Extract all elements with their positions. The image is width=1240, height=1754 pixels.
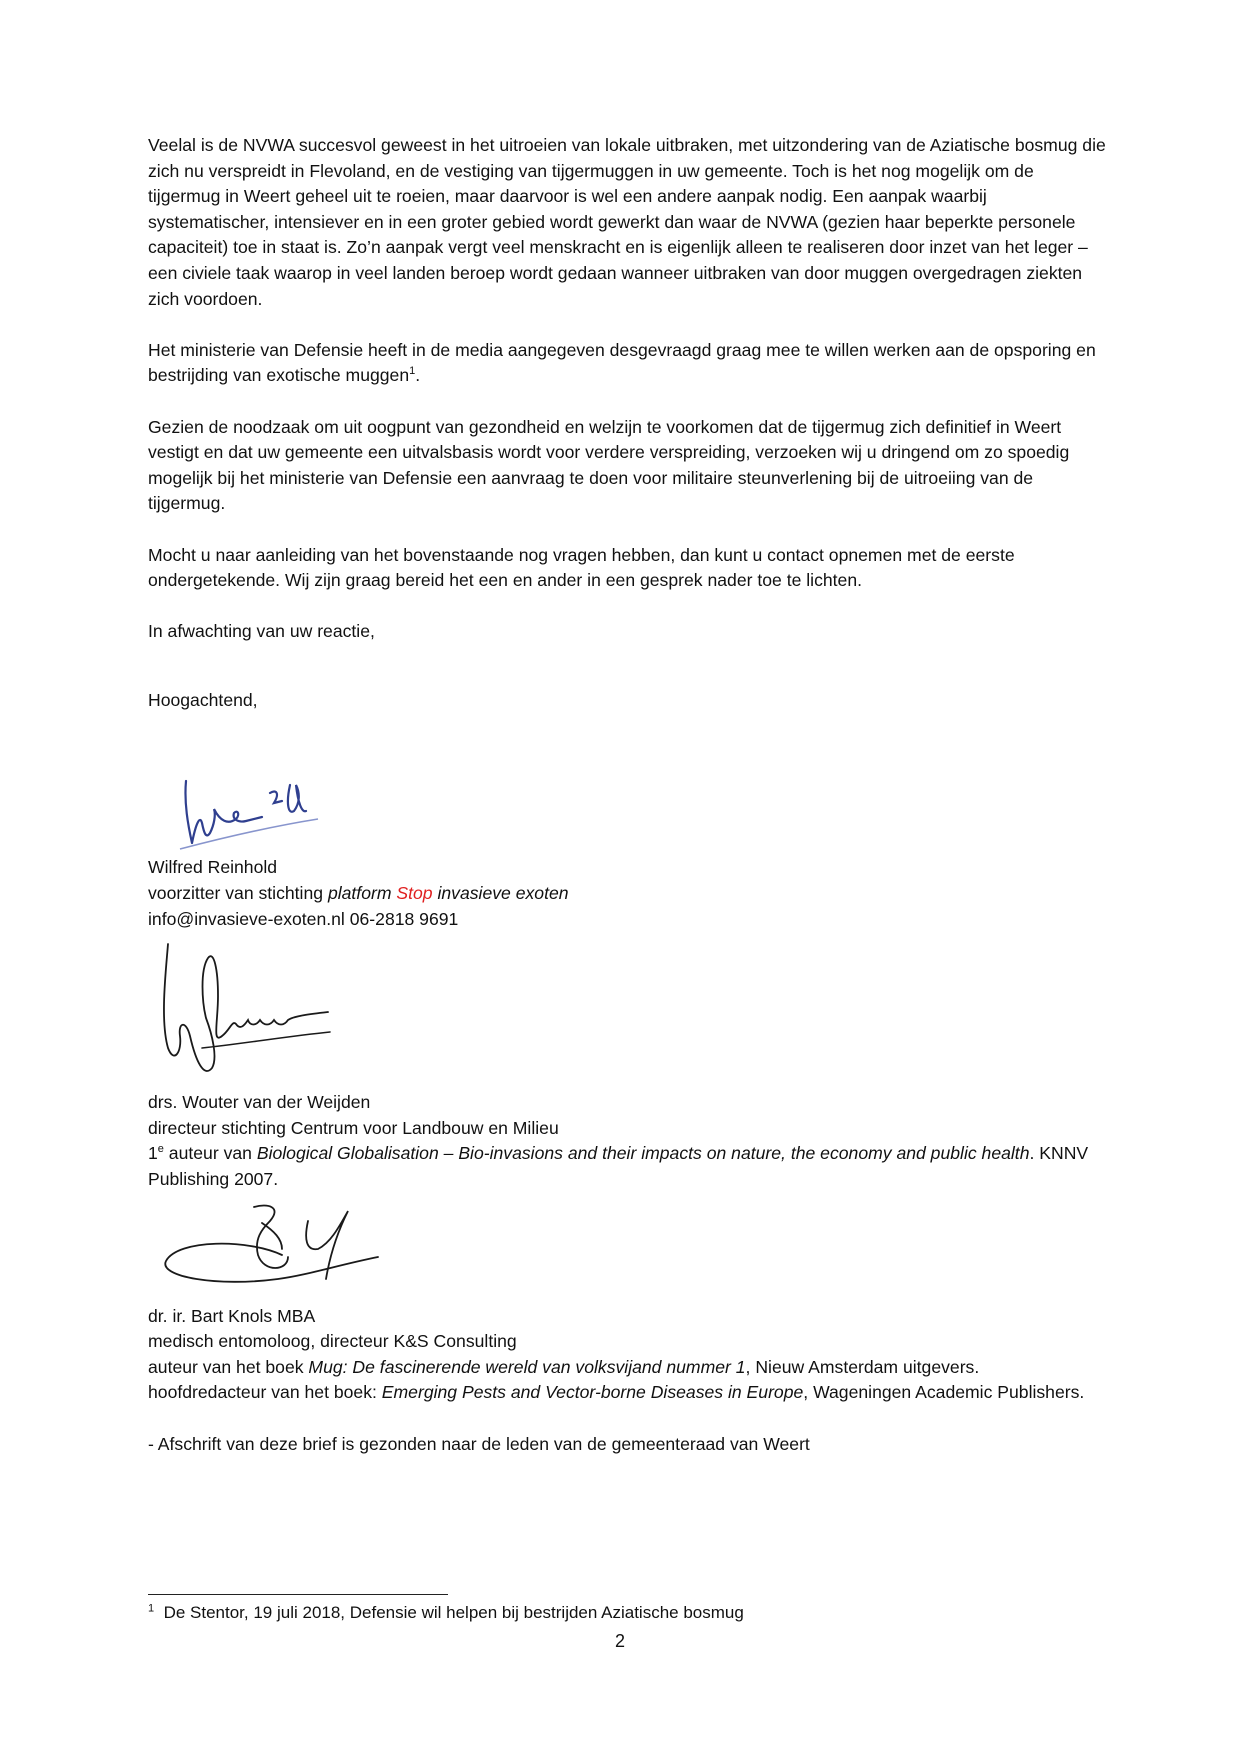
- book2-suffix: , Wageningen Academic Publishers.: [803, 1382, 1085, 1403]
- signature-knols: [158, 1199, 398, 1304]
- signatory-1-contact: info@invasieve-exoten.nl 06-2818 9691: [148, 908, 459, 929]
- paragraph-defensie-text: Het ministerie van Defensie heeft in de media aangegeven desgevraagd graag mee te willen werken aan de opsporing en bestrijding van exotische muggen: [148, 339, 1096, 386]
- footnote-ref: 1: [409, 365, 416, 378]
- book2-prefix: hoofdredacteur van het boek:: [148, 1382, 382, 1403]
- signatory-2-role: directeur stichting Centrum voor Landbouw en Milieu: [148, 1117, 559, 1138]
- paragraph-request: Gezien de noodzaak om uit oogpunt van gezondheid en welzijn te voorkomen dat de tijgermug zich definitief in Weert vestigt en dat uw gemeente een uitvalsbasis wordt voor verdere verspreiding, verzoeken wij u dringend om zo spoedig mogelijk bij het ministerie van Defensie een aanvraag te doen voor militaire steunverlening bij de uitroeiing van de tijgermug.: [148, 416, 1070, 514]
- book1-suffix: , Nieuw Amsterdam uitgevers.: [745, 1356, 980, 1377]
- author-ordinal-suffix: e: [157, 1143, 164, 1156]
- platform-rest: invasieve exoten: [432, 883, 569, 904]
- footnote-number: 1: [148, 1602, 155, 1615]
- page-number: 2: [614, 1631, 625, 1651]
- signature-van-der-weijden: [160, 940, 370, 1090]
- book-title-biological-globalisation: Biological Globalisation – Bio-invasions and their impacts on nature, the economy and public health: [256, 1143, 1030, 1164]
- footnote: [148, 1603, 744, 1623]
- paragraph-defensie: [148, 338, 1108, 389]
- signatory-3-book1: [148, 1355, 1108, 1381]
- paragraph-defensie-end: .: [415, 365, 421, 386]
- stop-word: Stop: [396, 883, 433, 904]
- book-title-mug: Mug: De fascinerende wereld van volksvijand nummer 1: [308, 1356, 746, 1377]
- signatory-3-name: dr. ir. Bart Knols MBA: [148, 1305, 316, 1326]
- platform-word: platform: [327, 883, 397, 904]
- signatory-1-name: Wilfred Reinhold: [148, 857, 278, 878]
- signatory-3-book2: [148, 1380, 1108, 1406]
- paragraph-nvwa: Veelal is de NVWA succesvol geweest in het uitroeien van lokale uitbraken, met uitzondering van de Aziatische bosmug die zich nu verspreidt in Flevoland, en de vestiging van tijgermuggen in uw gemeente. Toch is het nog mogelijk om de tijgermug in Weert geheel uit te roeien, maar daarvoor is wel een andere aanpak nodig. Een aanpak waarbij systematischer, intensiever en in een groter gebied wordt gewerkt dan waar de NVWA (gezien haar beperkte personele capaciteit) toe in staat is. Zo’n aanpak vergt veel menskracht en is eigenlijk alleen te realiseren door inzet van het leger – een civiele taak waarop in veel landen beroep wordt gedaan wanneer uitbraken van door muggen overgedragen ziekten zich voordoen.: [148, 135, 1106, 309]
- signatory-1-role: [148, 881, 1108, 907]
- book-title-emerging-pests: Emerging Pests and Vector-borne Diseases in Europe: [381, 1382, 804, 1403]
- signatory-2-author: [148, 1141, 1108, 1192]
- signature-reinhold: [158, 763, 328, 855]
- footnote-divider: [148, 1594, 448, 1595]
- signatory-3-role: medisch entomoloog, directeur K&S Consulting: [148, 1331, 517, 1352]
- author-prefix: auteur van: [163, 1143, 257, 1164]
- book1-prefix: auteur van het boek: [148, 1356, 309, 1377]
- paragraph-contact: Mocht u naar aanleiding van het bovenstaande nog vragen hebben, dan kunt u contact opnemen met de eerste ondergetekende. Wij zijn graag bereid het een en ander in een gesprek nader toe te lichten.: [148, 544, 1015, 591]
- author-ordinal-number: 1: [148, 1143, 158, 1164]
- signatory-1-platform: [328, 883, 569, 903]
- closing-greeting: Hoogachtend,: [148, 689, 258, 710]
- book-publisher: . KNNV Publishing 2007.: [148, 1143, 1089, 1190]
- paragraph-awaiting: In afwachting van uw reactie,: [148, 621, 375, 642]
- cc-note: - Afschrift van deze brief is gezonden naar de leden van de gemeenteraad van Weert: [148, 1433, 810, 1454]
- signatory-1-role-prefix: voorzitter van stichting: [148, 883, 328, 904]
- signatory-2-name: drs. Wouter van der Weijden: [148, 1092, 371, 1113]
- letter-body: [148, 133, 1108, 1457]
- footnote-text: De Stentor, 19 juli 2018, Defensie wil helpen bij bestrijden Aziatische bosmug: [163, 1603, 744, 1622]
